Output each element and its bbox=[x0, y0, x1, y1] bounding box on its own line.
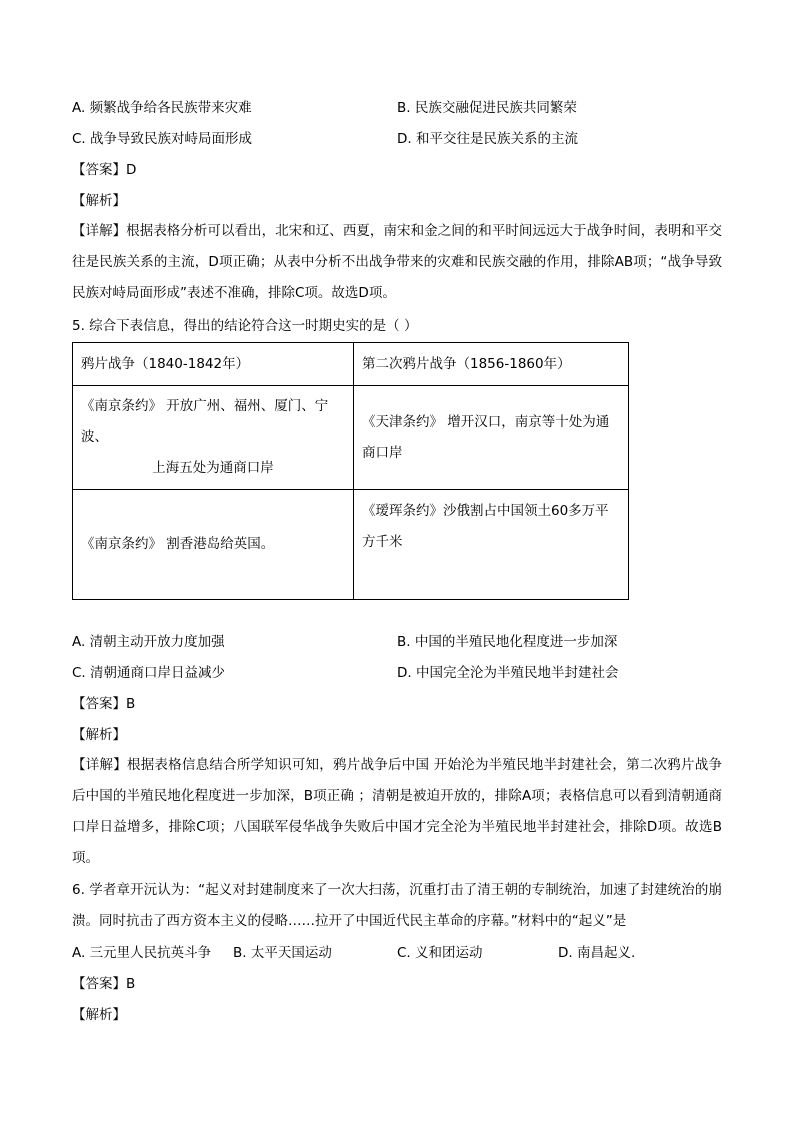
table-cell: 《南京条约》 割香港岛给英国。 bbox=[73, 490, 354, 600]
q6-answer: 【答案】B bbox=[72, 976, 136, 992]
q5-stem: 5. 综合下表信息，得出的结论符合这一时期史实的是（ ） bbox=[72, 318, 418, 334]
q6-stem: 6. 学者章开沅认为：“起义对封建制度来了一次大扫荡，沉重打击了清王朝的专制统治，加速了封建统治的崩溃。同时抗击了西方资本主义的侵略……拉开了中国近代民主革命的序幕。”材料中的“起义”是 bbox=[72, 882, 722, 929]
q5-option-c: C. 清朝通商口岸日益减少 bbox=[72, 665, 226, 681]
table-header-second-opium-war: 第二次鸦片战争（1856-1860年） bbox=[354, 343, 629, 386]
q4-answer: 【答案】D bbox=[72, 162, 137, 178]
q5-option-a: A. 清朝主动开放力度加强 bbox=[72, 634, 225, 650]
q5-option-b: B. 中国的半殖民地化程度进一步加深 bbox=[397, 634, 618, 650]
q6-option-d: D. 南昌起义. bbox=[558, 945, 636, 961]
q4-option-a: A. 频繁战争给各民族带来灾难 bbox=[72, 100, 252, 116]
table-cell: 《天津条约》 增开汉口，南京等十处为通商口岸 bbox=[354, 386, 629, 490]
table-cell: 《瑷珲条约》沙俄割占中国领土60多万平方千米 bbox=[354, 490, 629, 600]
q6-option-b: B. 太平天国运动 bbox=[233, 945, 332, 961]
q6-option-c: C. 义和团运动 bbox=[397, 945, 483, 961]
q6-option-a: A. 三元里人民抗英斗争 bbox=[72, 945, 212, 961]
q5-analysis-label: 【解析】 bbox=[72, 727, 126, 743]
q5-answer: 【答案】B bbox=[72, 696, 136, 712]
q5-detail: 【详解】根据表格信息结合所学知识可知，鸦片战争后中国 开始沦为半殖民地半封建社会，第二次鸦片战争后中国的半殖民地化程度进一步加深，B项正确 ；清朝是被迫开放的，排除A项；表格信息可以看到清朝通商口岸日益增多，排除C项；八国联军侵华战争失败后中国才完全沦为半殖民地半封建社会，排除D项。故选B项。 bbox=[72, 757, 722, 866]
table-row bbox=[73, 386, 629, 490]
table-cell-text: 上海五处为通商口岸 bbox=[152, 460, 274, 476]
table-row bbox=[73, 490, 629, 600]
table-row bbox=[73, 343, 629, 386]
table-cell-text: 《南京条约》 开放广州、福州、厦门、宁波、 bbox=[81, 398, 329, 445]
q4-option-c: C. 战争导致民族对峙局面形成 bbox=[72, 131, 253, 147]
table-cell bbox=[73, 386, 354, 490]
q5-option-d: D. 中国完全沦为半殖民地半封建社会 bbox=[397, 665, 619, 681]
q4-analysis-label: 【解析】 bbox=[72, 193, 126, 209]
q6-analysis-label: 【解析】 bbox=[72, 1007, 126, 1023]
q5-table bbox=[72, 342, 629, 600]
q4-detail: 【详解】根据表格分析可以看出，北宋和辽、西夏，南宋和金之间的和平时间远远大于战争时间，表明和平交往是民族关系的主流，D项正确；从表中分析不出战争带来的灾难和民族交融的作用，排除AB项；“战争导致民族对峙局面形成”表述不准确，排除C项。故选D项。 bbox=[72, 223, 722, 301]
q4-option-b: B. 民族交融促进民族共同繁荣 bbox=[397, 100, 577, 116]
q4-option-d: D. 和平交往是民族关系的主流 bbox=[397, 131, 578, 147]
table-header-opium-war: 鸦片战争（1840-1842年） bbox=[73, 343, 354, 386]
